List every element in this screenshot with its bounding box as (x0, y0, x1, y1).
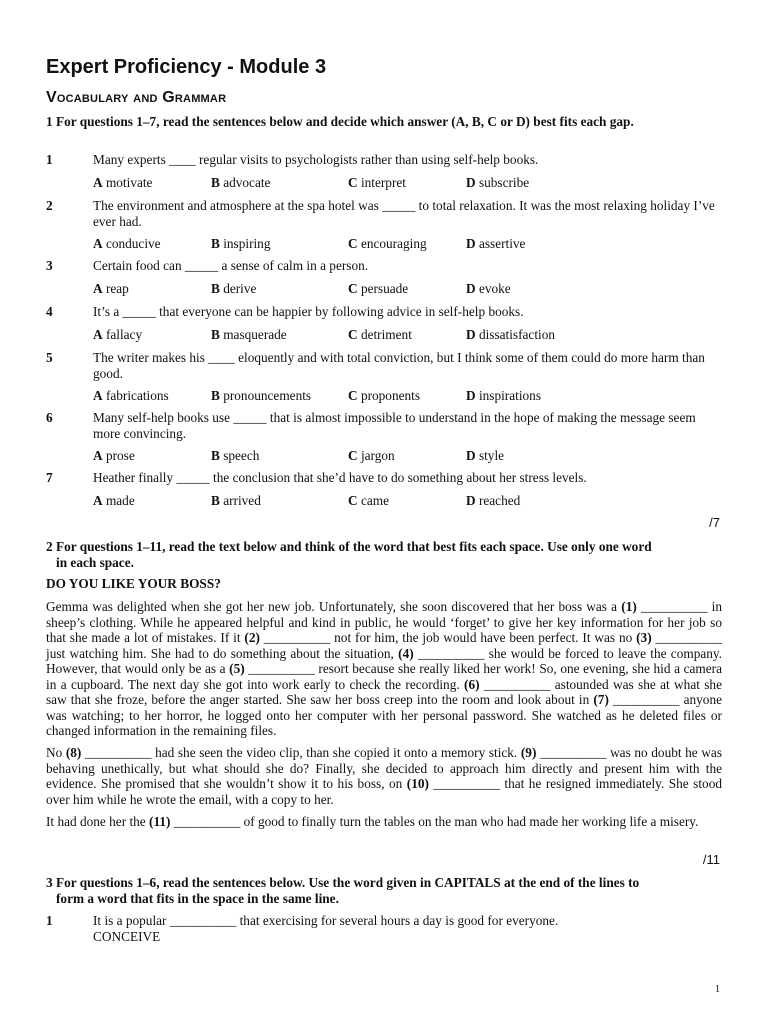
gap-number: (11) (149, 814, 171, 829)
option-letter: D (466, 175, 476, 190)
option-text: dissatisfaction (478, 327, 556, 342)
answer-options (93, 448, 713, 464)
option-text: derive (223, 281, 257, 296)
gap-number: (6) (464, 676, 480, 692)
option-letter: D (466, 281, 476, 296)
option-b[interactable] (211, 327, 287, 343)
option-b[interactable] (211, 493, 261, 509)
passage-heading: DO YOU LIKE YOUR BOSS? (46, 576, 221, 591)
option-text: fabrications (105, 388, 169, 403)
option-text: came (360, 493, 389, 508)
option-a[interactable] (93, 236, 161, 252)
option-d[interactable] (466, 493, 520, 509)
option-b[interactable] (211, 448, 259, 464)
section-subtitle: Vocabulary and Grammar (46, 89, 227, 106)
answer-options (93, 175, 713, 191)
option-text: assertive (478, 236, 526, 251)
option-text: made (105, 493, 135, 508)
option-letter: D (466, 327, 476, 342)
option-c[interactable] (348, 448, 395, 464)
option-a[interactable] (93, 281, 129, 297)
option-d[interactable] (466, 448, 504, 464)
option-text: style (478, 448, 505, 463)
answer-options (93, 327, 713, 343)
passage-text: __________ was no doubt he was behaving unethically, but what should she do? Finally, she decided to approach him directly and present him with the evidence. She promised that she wouldn’t show it to his boss, on (46, 745, 722, 791)
question-number: 7 (46, 470, 53, 485)
passage-text: Gemma was delighted when she got her new job. Unfortunately, she soon discovered that her boss was a (46, 599, 622, 614)
gap-number: (3) (636, 630, 652, 645)
question-text: Certain food can _____ a sense of calm in a person. (93, 258, 369, 273)
option-letter: D (466, 493, 476, 508)
option-letter: C (348, 281, 358, 296)
question-number: 1 (46, 913, 53, 928)
option-b[interactable] (211, 281, 256, 297)
passage-text: __________ she would be forced to leave the company. However, that would only be as a (46, 645, 722, 676)
question-number: 4 (46, 304, 53, 319)
question-number: 2 (46, 198, 53, 213)
option-text: fallacy (105, 327, 143, 342)
option-c[interactable] (348, 175, 406, 191)
option-letter: D (466, 236, 476, 251)
option-d[interactable] (466, 175, 529, 191)
option-text: inspirations (478, 388, 541, 403)
section1-score: /7 (709, 515, 720, 530)
passage-text: __________ that he resigned immediately. She stood over him while he wrote the email, with a copy to her. (46, 776, 722, 807)
option-letter: B (211, 236, 220, 251)
option-c[interactable] (348, 281, 408, 297)
answer-options (93, 281, 713, 297)
passage-paragraph-1 (46, 599, 722, 739)
option-b[interactable] (211, 175, 270, 191)
passage-text: __________ not for him, the job would have been perfect. It was no (259, 630, 637, 645)
option-text: arrived (223, 493, 261, 508)
gap-number: (8) (65, 745, 82, 760)
option-letter: C (348, 448, 358, 463)
page-title: Expert Proficiency - Module 3 (46, 56, 327, 78)
option-letter: A (93, 281, 103, 296)
gap-number: (9) (520, 745, 537, 760)
page-number: 1 (715, 984, 720, 995)
answer-options (93, 236, 713, 252)
option-letter: A (93, 175, 103, 190)
question-text: Heather finally _____ the conclusion that she’d have to do something about her stress levels. (93, 470, 587, 485)
option-d[interactable] (466, 236, 525, 252)
question-number: 6 (46, 410, 53, 425)
section2-instruction: 2 For questions 1–11, read the text below and think of the word that best fits each space. Use only one word in each space. (46, 539, 652, 570)
option-text: advocate (223, 175, 271, 190)
option-letter: C (348, 327, 358, 342)
option-letter: A (93, 493, 103, 508)
gap-number: (10) (406, 776, 429, 791)
question-number: 3 (46, 258, 53, 273)
option-letter: A (93, 388, 103, 403)
option-letter: C (348, 388, 358, 403)
capitals-word: CONCEIVE (93, 929, 161, 944)
option-letter: D (466, 388, 476, 403)
option-text: motivate (105, 175, 153, 190)
question-text: The writer makes his ____ eloquently and with total conviction, but I think some of them could do more harm than good. (93, 350, 705, 381)
option-d[interactable] (466, 327, 555, 343)
option-text: jargon (360, 448, 395, 463)
option-a[interactable] (93, 448, 135, 464)
option-text: reap (105, 281, 129, 296)
option-text: detriment (360, 327, 412, 342)
option-text: persuade (360, 281, 409, 296)
question-text: Many self-help books use _____ that is almost impossible to understand in the hope of making the message seem more convincing. (93, 410, 696, 441)
option-letter: A (93, 327, 103, 342)
answer-options (93, 493, 713, 509)
option-letter: B (211, 281, 220, 296)
option-letter: A (93, 448, 103, 463)
option-a[interactable] (93, 175, 152, 191)
option-text: evoke (478, 281, 511, 296)
passage-text: __________ just watching him. She had to do something about the situation, (46, 630, 722, 661)
section1-instruction: 1 For questions 1–7, read the sentences below and decide which answer (A, B, C or D) best fits each gap. (46, 114, 634, 129)
option-text: inspiring (223, 236, 271, 251)
option-letter: C (348, 175, 358, 190)
passage-text: __________ of good to finally turn the tables on the man who had made her working life a misery. (170, 814, 699, 829)
option-c[interactable] (348, 236, 427, 252)
passage-text: __________ astounded was she at what she saw that she froze, before the anger started. She saw her boss creep into the room and look about in (46, 676, 722, 707)
option-d[interactable] (466, 281, 511, 297)
section3-instruction: 3 For questions 1–6, read the sentences below. Use the word given in CAPITALS at the end of the lines to form a word that fits in the space in the same line. (46, 875, 640, 906)
question-text: Many experts ____ regular visits to psychologists rather than using self-help books. (93, 152, 539, 167)
option-letter: B (211, 388, 220, 403)
question-number: 1 (46, 152, 53, 167)
section2-score: /11 (702, 852, 720, 867)
option-letter: D (466, 448, 476, 463)
option-letter: B (211, 448, 220, 463)
passage-paragraph-3 (46, 814, 722, 830)
option-text: interpret (360, 175, 406, 190)
passage-text: __________ in sheep’s clothing. While he appeared helpful and kind in public, he would ‘forget’ to give her key information for her job so that she made a lot of mistakes. If it (46, 599, 722, 645)
option-b[interactable] (211, 388, 311, 404)
question-number: 5 (46, 350, 53, 365)
question-text: It’s a _____ that everyone can be happier by following advice in self-help books. (93, 304, 524, 319)
gap-number: (2) (244, 630, 260, 645)
option-letter: B (211, 327, 220, 342)
option-c[interactable] (348, 327, 412, 343)
question-text: The environment and atmosphere at the spa hotel was _____ to total relaxation. It was the most relaxing holiday I’ve ever had. (93, 198, 715, 229)
option-a[interactable] (93, 388, 169, 404)
option-text: conducive (105, 236, 161, 251)
option-text: pronouncements (223, 388, 312, 403)
option-text: speech (223, 448, 260, 463)
option-a[interactable] (93, 493, 135, 509)
option-d[interactable] (466, 388, 541, 404)
passage-text: __________ anyone was watching; to her horror, he logged onto her computer with her personal password. She watched as he deleted files or changed information in the remaining files. (46, 692, 722, 738)
gap-number: (7) (593, 692, 609, 707)
option-a[interactable] (93, 327, 142, 343)
answer-options (93, 388, 713, 404)
option-text: subscribe (478, 175, 530, 190)
passage-text: No (46, 745, 66, 760)
option-letter: B (211, 493, 220, 508)
passage-text: __________ resort because she really liked her work! So, one evening, she hid a camera in a cupboard. The next day she got into work early to check the recording. (46, 661, 722, 692)
option-letter: C (348, 493, 358, 508)
passage-paragraph-2 (46, 745, 722, 807)
gap-number: (1) (621, 599, 637, 614)
gap-number: (5) (229, 661, 245, 676)
option-text: masquerade (223, 327, 287, 342)
option-letter: C (348, 236, 358, 251)
option-text: prose (105, 448, 135, 463)
passage-text: It had done her the (46, 814, 150, 829)
option-text: reached (478, 493, 521, 508)
gap-number: (4) (398, 645, 414, 661)
passage-text: __________ had she seen the video clip, than she copied it onto a memory stick. (81, 745, 521, 760)
option-letter: A (93, 236, 103, 251)
option-text: encouraging (360, 236, 427, 251)
option-text: proponents (360, 388, 421, 403)
option-letter: B (211, 175, 220, 190)
option-b[interactable] (211, 236, 270, 252)
option-c[interactable] (348, 388, 420, 404)
question-text: It is a popular __________ that exercising for several hours a day is good for everyone. (93, 913, 559, 928)
option-c[interactable] (348, 493, 389, 509)
